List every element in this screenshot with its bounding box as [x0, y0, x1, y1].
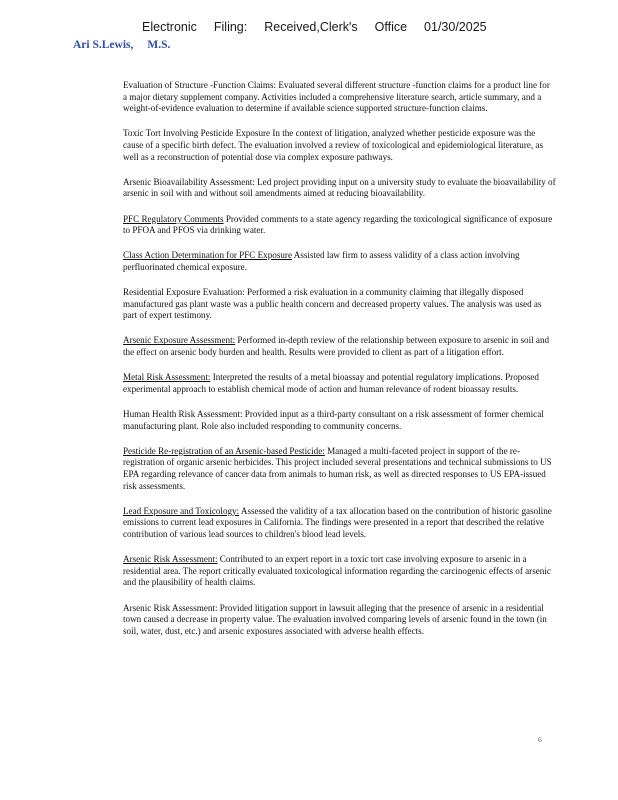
project-entry: [123, 128, 556, 163]
project-entry-body: Assisted law firm to assess validity of a class action involving perfluorinated chemical exposure.: [123, 250, 520, 272]
project-entry: [123, 554, 556, 589]
project-entry-title: Arsenic Risk Assessment:: [123, 554, 218, 565]
project-entry-body: Managed a multi-faceted project in support of the re-registration of organic arsenic herbicides. This project included several presentations and technical submissions to US EPA regarding relevance of cancer data from animals to human risk, as well as directed responses to US EPA-issued risk assessments.: [123, 445, 552, 491]
project-entry-body: Performed in-depth review of the relationship between exposure to arsenic in soil and the effect on arsenic body burden and health. Results were provided to client as part of a litigation effort.: [123, 335, 550, 358]
project-entry: [123, 446, 556, 492]
filing-label-filing: Filing:: [213, 20, 248, 34]
project-entry-title: Toxic Tort Involving Pesticide Exposure: [123, 128, 271, 139]
filing-date: 01/30/2025: [424, 20, 487, 34]
project-entry-body: Assessed the validity of a tax allocation based on the contribution of historic gasoline emissions to current lead exposures in California. The findings were presented in a report that described the relative contribution of various lead sources to children's blood lead levels.: [123, 505, 552, 539]
project-entry: [123, 506, 556, 541]
project-entry: [123, 250, 556, 273]
project-entry-body: Interpreted the results of a metal bioassay and potential regulatory implications. Proposed experimental approach to establish chemical mode of action and human relevance of rodent bioassay results.: [123, 372, 539, 394]
project-entry-title: Metal Risk Assessment:: [123, 372, 211, 383]
project-entry-title: Human Health Risk Assessment:: [123, 409, 243, 420]
author-credential: M.S.: [147, 39, 171, 51]
project-entry-title: PFC Regulatory Comments: [123, 213, 224, 224]
project-entry-body: Provided comments to a state agency regarding the toxicological significance of exposure to PFOA and PFOS via drinking water.: [123, 213, 553, 236]
author-name: Ari S.Lewis,: [73, 39, 134, 51]
project-entry: [123, 409, 556, 432]
project-entry-title: Class Action Determination for PFC Exposure: [123, 250, 292, 261]
project-entry-body: Provided input as a third-party consultant on a risk assessment of former chemical manufacturing plant. Role also included responding to community concerns.: [123, 409, 544, 431]
project-entry: [123, 335, 556, 358]
project-entry-title: Evaluation of Structure -Function Claims:: [123, 80, 277, 90]
project-entry: [123, 177, 556, 200]
project-entry-title: Arsenic Bioavailability Assessment:: [123, 176, 255, 187]
project-entry-body: Performed a risk evaluation in a community claiming that illegally disposed manufactured gas plant waste was a public health concern and decreased property values. The analysis was used as part of expert testimony.: [123, 287, 542, 321]
project-entry: [123, 603, 556, 638]
filing-label-electronic: Electronic: [142, 20, 197, 34]
project-entry: [123, 372, 556, 395]
project-entry-body: Led project providing input on a university study to evaluate the bioavailability of arsenic in soil with and without soil amendments aimed at reducing bioavailability.: [123, 176, 556, 199]
project-entry-body: Evaluated several different structure -function claims for a product line for a major dietary supplement company. Activities included a comprehensive literature search, article summary, and a weight-of-evidence evaluation to determine if available science supported structure-function claims.: [123, 80, 550, 114]
filing-header: [142, 20, 504, 34]
project-entry-body: Contributed to an expert report in a toxic tort case involving exposure to arsenic in a residential area. The report critically evaluated toxicological information regarding the carcinogenic effects of arsenic and the plausibility of health claims.: [123, 554, 551, 588]
project-entry-title: Arsenic Risk Assessment:: [123, 602, 218, 613]
filing-label-received: Received,Clerk's: [264, 20, 358, 34]
project-entry: [123, 80, 556, 115]
author-header: [73, 39, 184, 51]
project-entry: [123, 214, 556, 237]
project-entry: [123, 287, 556, 322]
filing-label-office: Office: [374, 20, 408, 34]
project-entry-title: Lead Exposure and Toxicology:: [123, 505, 240, 516]
project-list: [123, 80, 556, 651]
project-entry-title: Residential Exposure Evaluation:: [123, 287, 245, 298]
page-number: 6: [538, 735, 542, 744]
project-entry-body: In the context of litigation, analyzed whether pesticide exposure was the cause of a specific birth defect. The evaluation involved a review of toxicological and epidemiological literature, as well as a reconstruction of potential dose via complex exposure pathways.: [123, 128, 543, 162]
project-entry-body: Provided litigation support in lawsuit alleging that the presence of arsenic in a residential town caused a decrease in property value. The evaluation involved comparing levels of arsenic found in the town (in soil, water, dust, etc.) and arsenic exposures associated with adverse health effects.: [123, 602, 547, 636]
project-entry-title: Arsenic Exposure Assessment:: [123, 335, 236, 346]
project-entry-title: Pesticide Re-registration of an Arsenic-based Pesticide:: [123, 445, 325, 456]
